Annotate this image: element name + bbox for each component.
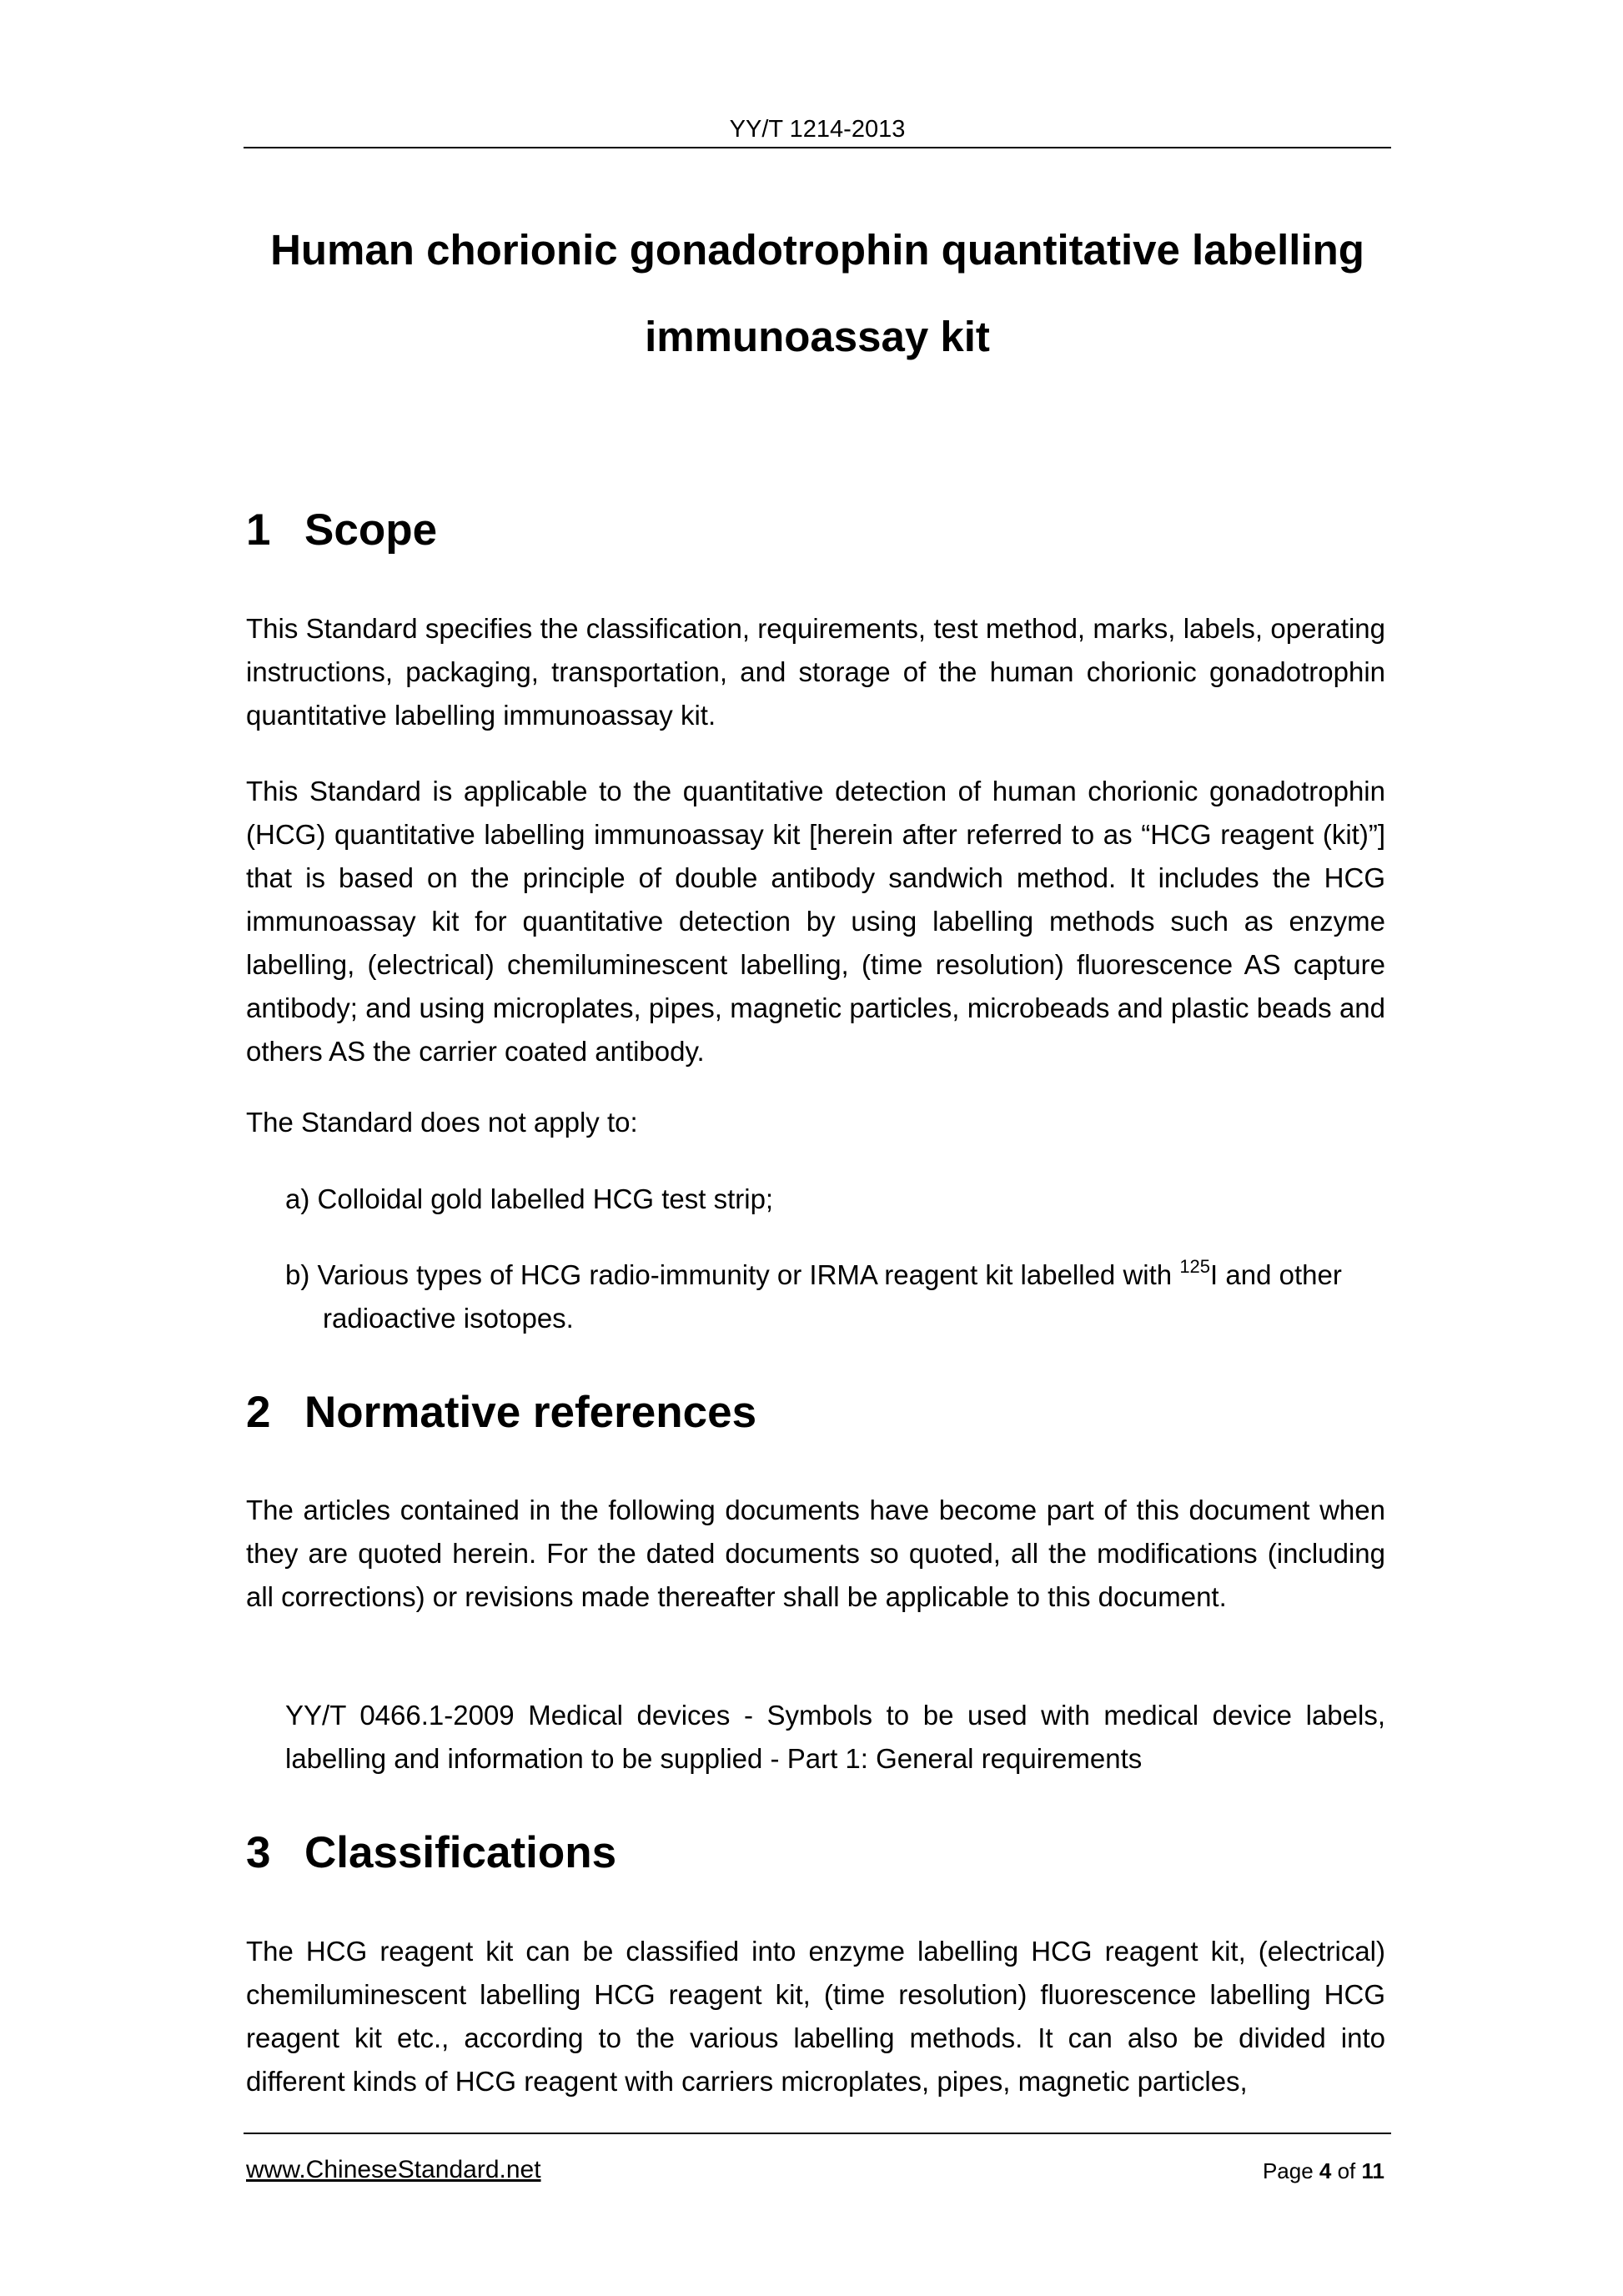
footer-website-link[interactable]: www.ChineseStandard.net: [246, 2156, 541, 2183]
section-title: Normative references: [304, 1388, 757, 1437]
section-heading-scope: [246, 504, 437, 557]
item-b-text-end: I and other radioactive isotopes.: [323, 1259, 1342, 1334]
section-number: 3: [246, 1828, 271, 1877]
page-total: 11: [1361, 2158, 1384, 2183]
section-title: Classifications: [304, 1828, 617, 1877]
item-b-text-start: b) Various types of HCG radio-immunity or IRMA reagent kit labelled with: [285, 1259, 1180, 1290]
header-divider: [244, 147, 1391, 148]
normative-reference-entry: YY/T 0466.1-2009 Medical devices - Symbols to be used with medical device labels, labelling and information to be supplied - Part 1: General requirements: [285, 1700, 1385, 1774]
scope-paragraph-2: This Standard is applicable to the quantitative detection of human chorionic gonadotrophin (HCG) quantitative labelling immunoassay kit [herein after referred to as “HCG reagent (kit)”] that is based on the principle of double antibody sandwich method. It includes the HCG immunoassay kit for quantitative detection by using labelling methods such as enzyme labelling, (electrical) chemiluminescent labelling, (time resolution) fluorescence AS capture antibody; and using microplates, pipes, magnetic particles, microbeads and plastic beads and others AS the carrier coated antibody.: [246, 776, 1385, 1067]
scope-paragraph-1: This Standard specifies the classification, requirements, test method, marks, labels, operating instructions, packaging, transportation, and storage of the human chorionic gonadotrophin quantitative labelling immunoassay kit.: [246, 613, 1385, 731]
footer-divider: [244, 2133, 1391, 2134]
section-number: 2: [246, 1388, 271, 1437]
classifications-paragraph-1: The HCG reagent kit can be classified into enzyme labelling HCG reagent kit, (electrical) chemiluminescent labelling HCG reagent kit, (time resolution) fluorescence labelling HCG reagent kit etc., according to the various labelling methods. It can also be divided into different kinds of HCG reagent with carriers microplates, pipes, magnetic particles,: [246, 1936, 1385, 2097]
header-standard-code: YY/T 1214-2013: [729, 116, 906, 143]
page-current: 4: [1319, 2158, 1332, 2183]
section-number: 1: [246, 505, 271, 555]
document-title-line-2: immunoassay kit: [645, 313, 990, 360]
section-heading-normative-references: [246, 1386, 756, 1439]
scope-exclusion-item-b: [285, 1254, 1385, 1340]
footer-page-number: [1263, 2157, 1384, 2185]
section-heading-classifications: [246, 1826, 616, 1880]
page-mid: of: [1331, 2158, 1362, 2183]
section-title: Scope: [304, 505, 438, 555]
normative-paragraph-1: The articles contained in the following documents have become part of this document when they are quoted herein. For the dated documents so quoted, all the modifications (including all corrections) or revisions made thereafter shall be applicable to this document.: [246, 1495, 1385, 1612]
page-prefix: Page: [1262, 2158, 1319, 2183]
scope-exclusion-item-a: a) Colloidal gold labelled HCG test strip;: [285, 1183, 774, 1214]
isotope-mass-number: 125: [1179, 1256, 1211, 1277]
scope-paragraph-3: The Standard does not apply to:: [246, 1107, 638, 1138]
document-title-line-1: Human chorionic gonadotrophin quantitative labelling: [270, 226, 1364, 274]
document-title: [244, 207, 1391, 380]
